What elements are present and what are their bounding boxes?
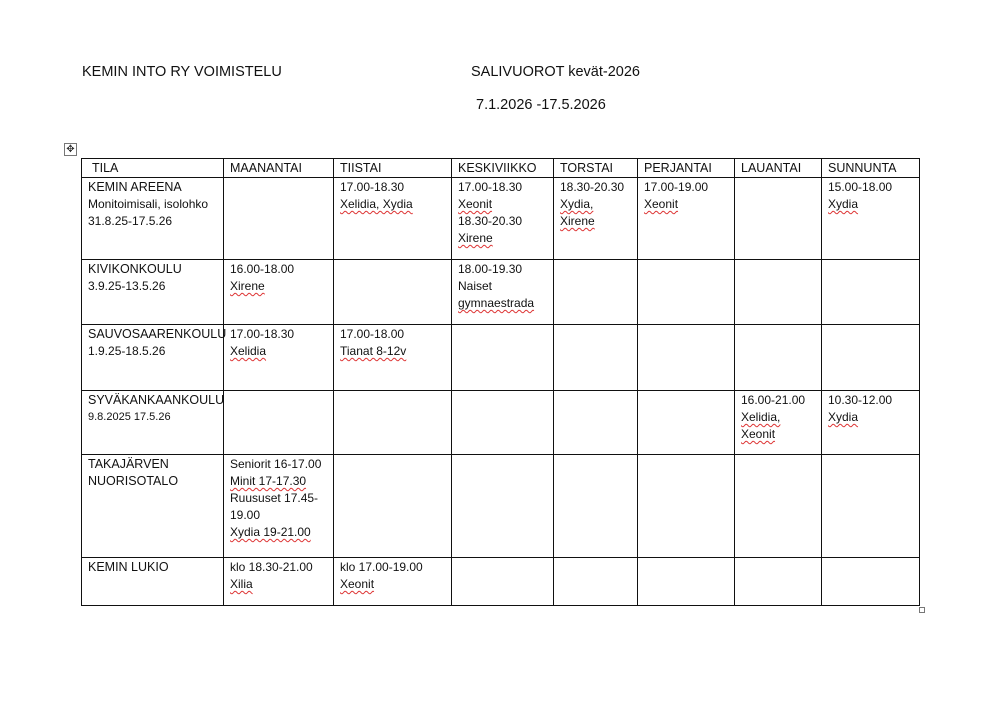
location-name: SAUVOSAARENKOULU bbox=[88, 327, 227, 341]
schedule-cell-tiistai[interactable] bbox=[334, 391, 452, 455]
schedule-entry: 10.30-12.00 bbox=[828, 393, 893, 407]
column-header-tiistai: TIISTAI bbox=[334, 159, 452, 178]
schedule-entry: Xydia bbox=[828, 197, 859, 211]
schedule-cell-tiistai[interactable] bbox=[334, 325, 452, 391]
schedule-entry: 18.30-20.30 bbox=[560, 180, 625, 194]
column-header-tila: TILA bbox=[82, 159, 224, 178]
schedule-entry: Xeonit bbox=[644, 197, 679, 211]
schedule-entry: Xeonit bbox=[458, 197, 493, 211]
schedule-cell-tiistai[interactable] bbox=[334, 178, 452, 260]
schedule-cell-perjantai[interactable] bbox=[638, 391, 735, 455]
schedule-cell-torstai[interactable] bbox=[554, 325, 638, 391]
schedule-cell-keskiviikko[interactable] bbox=[452, 260, 554, 325]
schedule-cell-lauantai[interactable] bbox=[735, 455, 822, 558]
schedule-cell-lauantai[interactable] bbox=[735, 325, 822, 391]
schedule-entry: Tianat 8-12v bbox=[340, 344, 407, 358]
schedule-cell-maanantai[interactable] bbox=[224, 178, 334, 260]
schedule-entry: 18.30-20.30 bbox=[458, 214, 523, 228]
organization-title: KEMIN INTO RY VOIMISTELU bbox=[82, 64, 282, 80]
schedule-cell-torstai[interactable] bbox=[554, 455, 638, 558]
schedule-entry: Xydia, Xirene bbox=[560, 197, 595, 228]
schedule-entry: 18.00-19.30 bbox=[458, 262, 523, 276]
schedule-entry: 16.00-18.00 bbox=[230, 262, 295, 276]
table-resize-handle[interactable] bbox=[919, 607, 925, 613]
schedule-cell-torstai[interactable] bbox=[554, 391, 638, 455]
schedule-cell-torstai[interactable] bbox=[554, 178, 638, 260]
schedule-entry: Ruususet 17.45- bbox=[230, 491, 319, 505]
schedule-cell-keskiviikko[interactable] bbox=[452, 325, 554, 391]
schedule-cell-lauantai[interactable] bbox=[735, 391, 822, 455]
location-details: 9.8.2025 17.5.26 bbox=[88, 411, 171, 423]
schedule-cell-keskiviikko[interactable] bbox=[452, 178, 554, 260]
schedule-cell-maanantai[interactable] bbox=[224, 391, 334, 455]
schedule-entry: Xydia 19-21.00 bbox=[230, 525, 311, 539]
schedule-cell-perjantai[interactable] bbox=[638, 178, 735, 260]
column-header-perjantai: PERJANTAI bbox=[638, 159, 735, 178]
location-cell bbox=[82, 391, 224, 455]
schedule-entry: Xilia bbox=[230, 577, 253, 591]
schedule-entry: 17.00-18.00 bbox=[340, 327, 405, 341]
table-row bbox=[82, 325, 920, 391]
schedule-cell-tiistai[interactable] bbox=[334, 260, 452, 325]
schedule-entry: 17.00-18.30 bbox=[458, 180, 523, 194]
schedule-entry: Xelidia bbox=[230, 344, 267, 358]
schedule-entry: 17.00-19.00 bbox=[644, 180, 709, 194]
schedule-entry: Xelidia, bbox=[741, 410, 781, 424]
schedule-entry: Seniorit 16-17.00 bbox=[230, 457, 322, 471]
column-header-keskiviikko: KESKIVIIKKO bbox=[452, 159, 554, 178]
schedule-cell-tiistai[interactable] bbox=[334, 558, 452, 606]
column-header-torstai: TORSTAI bbox=[554, 159, 638, 178]
table-row bbox=[82, 558, 920, 606]
schedule-cell-maanantai[interactable] bbox=[224, 558, 334, 606]
schedule-cell-maanantai[interactable] bbox=[224, 260, 334, 325]
schedule-entry: klo 17.00-19.00 bbox=[340, 560, 423, 574]
schedule-cell-lauantai[interactable] bbox=[735, 558, 822, 606]
schedule-cell-sunnunta[interactable] bbox=[822, 260, 920, 325]
document-title: SALIVUOROT kevät-2026 bbox=[471, 64, 640, 80]
schedule-cell-sunnunta[interactable] bbox=[822, 391, 920, 455]
schedule-entry: 17.00-18.30 bbox=[230, 327, 295, 341]
schedule-entry: Xirene bbox=[230, 279, 265, 293]
table-row bbox=[82, 391, 920, 455]
schedule-cell-keskiviikko[interactable] bbox=[452, 455, 554, 558]
schedule-entry: Xeonit bbox=[741, 427, 776, 441]
schedule-cell-sunnunta[interactable] bbox=[822, 325, 920, 391]
schedule-cell-torstai[interactable] bbox=[554, 260, 638, 325]
schedule-entry: 15.00-18.00 bbox=[828, 180, 893, 194]
schedule-cell-sunnunta[interactable] bbox=[822, 455, 920, 558]
schedule-table bbox=[81, 158, 920, 606]
schedule-entry: Naiset bbox=[458, 279, 493, 293]
schedule-entry: Xelidia, Xydia bbox=[340, 197, 413, 211]
date-range: 7.1.2026 -17.5.2026 bbox=[476, 97, 606, 113]
location-name: SYVÄKANKAANKOULU bbox=[88, 393, 225, 407]
schedule-cell-lauantai[interactable] bbox=[735, 260, 822, 325]
schedule-entry: klo 18.30-21.00 bbox=[230, 560, 313, 574]
location-name: KEMIN LUKIO bbox=[88, 560, 169, 574]
table-row bbox=[82, 178, 920, 260]
schedule-cell-torstai[interactable] bbox=[554, 558, 638, 606]
table-move-handle-icon[interactable]: ✥ bbox=[64, 143, 77, 156]
schedule-cell-lauantai[interactable] bbox=[735, 178, 822, 260]
table-row bbox=[82, 260, 920, 325]
location-cell bbox=[82, 260, 224, 325]
schedule-entry: Minit 17-17.30 bbox=[230, 474, 307, 488]
location-cell bbox=[82, 178, 224, 260]
schedule-cell-keskiviikko[interactable] bbox=[452, 391, 554, 455]
schedule-entry: Xydia bbox=[828, 410, 859, 424]
schedule-entry: Xeonit bbox=[340, 577, 375, 591]
header-row bbox=[82, 159, 920, 178]
schedule-cell-perjantai[interactable] bbox=[638, 558, 735, 606]
location-cell bbox=[82, 455, 224, 558]
schedule-cell-maanantai[interactable] bbox=[224, 455, 334, 558]
location-cell bbox=[82, 325, 227, 391]
location-name: KIVIKONKOULU bbox=[88, 262, 182, 276]
location-cell bbox=[82, 558, 224, 606]
column-header-maanantai: MAANANTAI bbox=[224, 159, 334, 178]
location-name: KEMIN AREENA bbox=[88, 180, 182, 194]
schedule-entry: 16.00-21.00 bbox=[741, 393, 806, 407]
schedule-cell-maanantai[interactable] bbox=[224, 325, 334, 391]
schedule-cell-keskiviikko[interactable] bbox=[452, 558, 554, 606]
schedule-cell-tiistai[interactable] bbox=[334, 455, 452, 558]
schedule-cell-perjantai[interactable] bbox=[638, 455, 735, 558]
schedule-entry: 17.00-18.30 bbox=[340, 180, 405, 194]
location-name: TAKAJÄRVEN NUORISOTALO bbox=[88, 457, 179, 488]
schedule-entry: gymnaestrada bbox=[458, 296, 535, 310]
schedule-cell-sunnunta[interactable] bbox=[822, 558, 920, 606]
schedule-cell-perjantai[interactable] bbox=[638, 260, 735, 325]
schedule-entry: 19.00 bbox=[230, 508, 261, 522]
location-details: Monitoimisali, isolohko 31.8.25-17.5.26 bbox=[88, 197, 209, 228]
location-details: 1.9.25-18.5.26 bbox=[88, 344, 166, 358]
table-row bbox=[82, 455, 920, 558]
schedule-entry: Xirene bbox=[458, 231, 493, 245]
schedule-cell-sunnunta[interactable] bbox=[822, 178, 920, 260]
column-header-sunnunta: SUNNUNTA bbox=[822, 159, 920, 178]
location-details: 3.9.25-13.5.26 bbox=[88, 279, 166, 293]
column-header-lauantai: LAUANTAI bbox=[735, 159, 822, 178]
schedule-cell-perjantai[interactable] bbox=[638, 325, 735, 391]
